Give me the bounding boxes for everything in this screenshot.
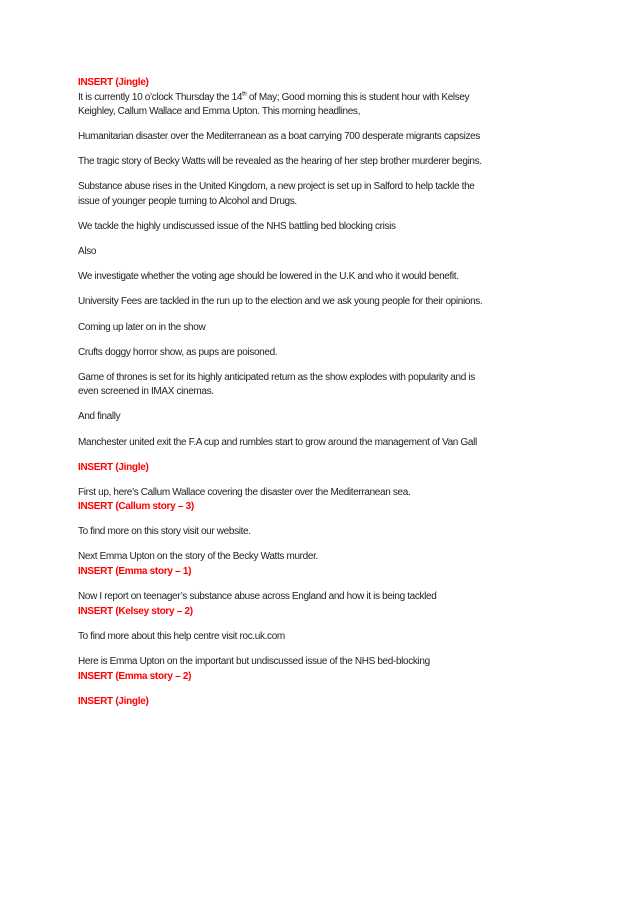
- substance-line-2: issue of younger people turning to Alcohol and Drugs.: [78, 196, 297, 208]
- insert-cue: INSERT (Jingle): [78, 77, 149, 88]
- ordinal-suffix: th: [242, 91, 247, 98]
- segment-text: First up, here’s Callum Wallace covering the disaster over the Mediterranean sea.: [78, 486, 411, 498]
- text-also: Also: [78, 246, 97, 258]
- text-coming-up: Coming up later on in the show: [78, 321, 206, 333]
- insert-cue: INSERT (Emma story – 2): [78, 670, 192, 682]
- intro-line-2: Keighley, Callum Wallace and Emma Upton. This morning headlines,: [78, 106, 361, 118]
- headline-nhs: We tackle the highly undiscussed issue of the NHS battling bed blocking crisis: [78, 221, 396, 233]
- headline-man-united: Manchester united exit the F.A cup and rumbles start to grow around the management of Van Gall: [78, 436, 477, 448]
- headline-substance-abuse: [78, 180, 578, 209]
- segment-text: Here is Emma Upton on the important but undiscussed issue of the NHS bed-blocking: [78, 655, 430, 667]
- headline-crufts: Crufts doggy horror show, as pups are poisoned.: [78, 346, 278, 358]
- insert-cue: INSERT (Callum story – 3): [78, 501, 194, 513]
- headline-game-of-thrones: [78, 371, 578, 400]
- got-line-1: Game of thrones is set for its highly anticipated return as the show explodes with popularity and is: [78, 371, 475, 383]
- insert-cue: INSERT (Jingle): [78, 695, 149, 707]
- insert-cue: INSERT (Emma story – 1): [78, 566, 192, 578]
- segment-kelsey: [78, 590, 578, 619]
- segment-callum: [78, 486, 578, 515]
- intro-text-a: It is currently 10 o’clock Thursday the 14: [78, 91, 243, 103]
- headline-migrants: Humanitarian disaster over the Mediterranean as a boat carrying 700 desperate migrants capsizes: [78, 131, 480, 143]
- intro-line-1: [78, 91, 578, 106]
- substance-line-1: Substance abuse rises in the United Kingdom, a new project is set up in Salford to help tackle the: [78, 181, 475, 193]
- segment-emma-2: [78, 655, 578, 684]
- text-and-finally: And finally: [78, 411, 121, 423]
- segment-text: Next Emma Upton on the story of the Becky Watts murder.: [78, 551, 318, 563]
- paragraph-intro: [78, 76, 578, 120]
- script-body: [78, 76, 578, 720]
- segment-text: Now I report on teenager’s substance abuse across England and how it is being tackled: [78, 591, 437, 603]
- segment-emma-1: [78, 550, 578, 579]
- got-line-2: even screened in IMAX cinemas.: [78, 386, 214, 398]
- headline-university-fees: University Fees are tackled in the run up to the election and we ask young people for their opinions.: [78, 296, 483, 308]
- insert-cue: INSERT (Jingle): [78, 461, 149, 473]
- help-centre-note: To find more about this help centre visit roc.uk.com: [78, 630, 285, 642]
- website-note: To find more on this story visit our website.: [78, 526, 251, 538]
- headline-becky-watts: The tragic story of Becky Watts will be revealed as the hearing of her step brother murderer begins.: [78, 156, 482, 168]
- insert-cue: INSERT (Kelsey story – 2): [78, 605, 193, 617]
- headline-voting-age: We investigate whether the voting age should be lowered in the U.K and who it would benefit.: [78, 271, 459, 283]
- intro-text-b: of May; Good morning this is student hour with Kelsey: [246, 91, 470, 103]
